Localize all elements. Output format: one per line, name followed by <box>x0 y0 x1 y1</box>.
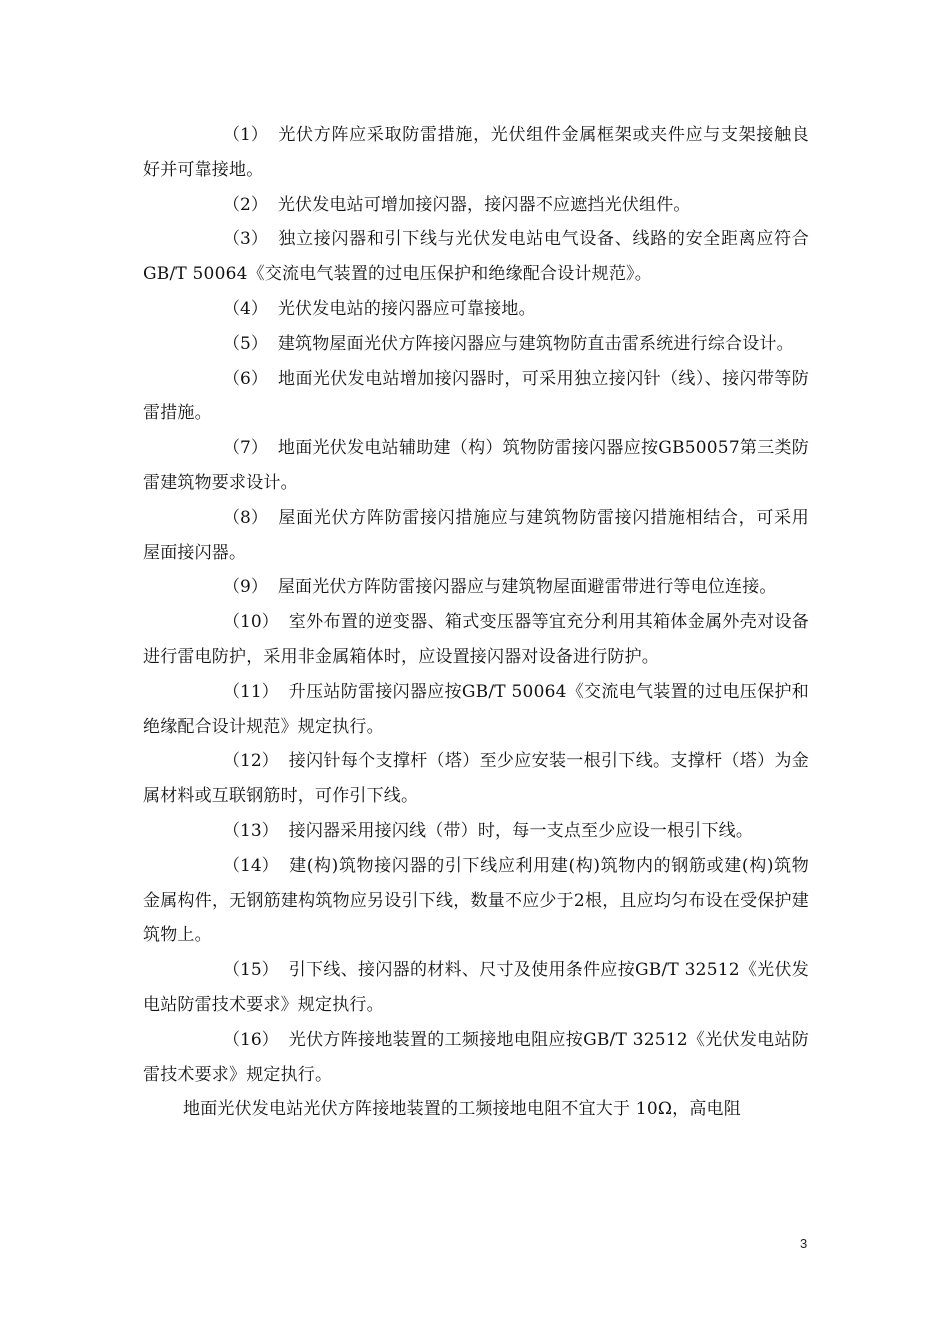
item-text: 接闪器采用接闪线（带）时，每一支点至少应设一根引下线。 <box>288 820 754 841</box>
item-number: （5） <box>223 333 268 354</box>
list-item <box>143 292 809 327</box>
item-text: 升压站防雷接闪器应按GB/T 50064《交流电气装置的过电压保护和绝缘配合设计规范》规定执行。 <box>143 681 809 737</box>
item-text: 独立接闪器和引下线与光伏发电站电气设备、线路的安全距离应符合GB/T 50064《交流电气装置的过电压保护和绝缘配合设计规范》。 <box>143 229 809 285</box>
item-number: （6） <box>223 368 268 389</box>
item-number: （11） <box>223 681 279 702</box>
item-number: （12） <box>223 751 279 772</box>
item-number: （8） <box>223 507 268 528</box>
list-item <box>143 1023 809 1093</box>
item-text: 建筑物屋面光伏方阵接闪器应与建筑物防直击雷系统进行综合设计。 <box>277 333 794 354</box>
list-item <box>143 605 809 675</box>
item-text: 屋面光伏方阵防雷接闪器应与建筑物屋面避雷带进行等电位连接。 <box>277 577 777 598</box>
item-text: 光伏发电站可增加接闪器，接闪器不应遮挡光伏组件。 <box>277 194 691 215</box>
list-item <box>143 953 809 1023</box>
list-item <box>143 501 809 571</box>
list-item <box>143 188 809 223</box>
item-text: 屋面光伏方阵防雷接闪措施应与建筑物防雷接闪措施相结合，可采用屋面接闪器。 <box>143 507 809 563</box>
list-item <box>143 431 809 501</box>
item-number: （16） <box>223 1029 279 1050</box>
item-number: （13） <box>223 820 279 841</box>
item-text: 光伏方阵应采取防雷措施，光伏组件金属框架或夹件应与支架接触良好并可靠接地。 <box>143 125 809 180</box>
page-number: 3 <box>800 1236 808 1251</box>
item-text: 光伏发电站的接闪器应可靠接地。 <box>277 298 536 319</box>
item-text: 引下线、接闪器的材料、尺寸及使用条件应按GB/T 32512《光伏发电站防雷技术要求》规定执行。 <box>143 960 809 1015</box>
item-number: （9） <box>223 577 268 598</box>
list-item <box>143 362 809 432</box>
document-body <box>143 118 809 1127</box>
item-text: 室外布置的逆变器、箱式变压器等宜充分利用其箱体金属外壳对设备进行雷电防护，采用非金属箱体时，应设置接闪器对设备进行防护。 <box>143 612 809 667</box>
item-text: 光伏方阵接地装置的工频接地电阻应按GB/T 32512《光伏发电站防雷技术要求》规定执行。 <box>143 1029 809 1085</box>
list-item <box>143 118 809 188</box>
item-number: （14） <box>223 855 279 876</box>
item-text: 接闪针每个支撑杆（塔）至少应安装一根引下线。支撑杆（塔）为金属材料或互联钢筋时，可作引下线。 <box>143 751 809 807</box>
list-item <box>143 327 809 362</box>
trailing-paragraph: 地面光伏发电站光伏方阵接地装置的工频接地电阻不宜大于 10Ω，高电阻 <box>183 1099 741 1120</box>
list-item <box>143 570 809 605</box>
item-number: （10） <box>223 612 279 633</box>
list-item <box>143 814 809 849</box>
list-item <box>143 744 809 814</box>
item-text: 建(构)筑物接闪器的引下线应利用建(构)筑物内的钢筋或建(构)筑物金属构件，无钢筋建构筑物应另设引下线，数量不应少于2根，且应均匀布设在受保护建筑物上。 <box>143 855 809 946</box>
item-number: （4） <box>223 298 268 319</box>
item-number: （7） <box>223 438 268 459</box>
item-text: 地面光伏发电站增加接闪器时，可采用独立接闪针（线）、接闪带等防雷措施。 <box>143 368 809 424</box>
list-item <box>143 849 809 953</box>
list-item <box>143 222 809 292</box>
item-text: 地面光伏发电站辅助建（构）筑物防雷接闪器应按GB50057第三类防雷建筑物要求设计。 <box>143 438 809 493</box>
item-number: （2） <box>223 194 268 215</box>
item-number: （3） <box>223 229 268 250</box>
item-number: （1） <box>223 125 268 145</box>
list-item <box>143 675 809 745</box>
item-number: （15） <box>223 960 279 981</box>
